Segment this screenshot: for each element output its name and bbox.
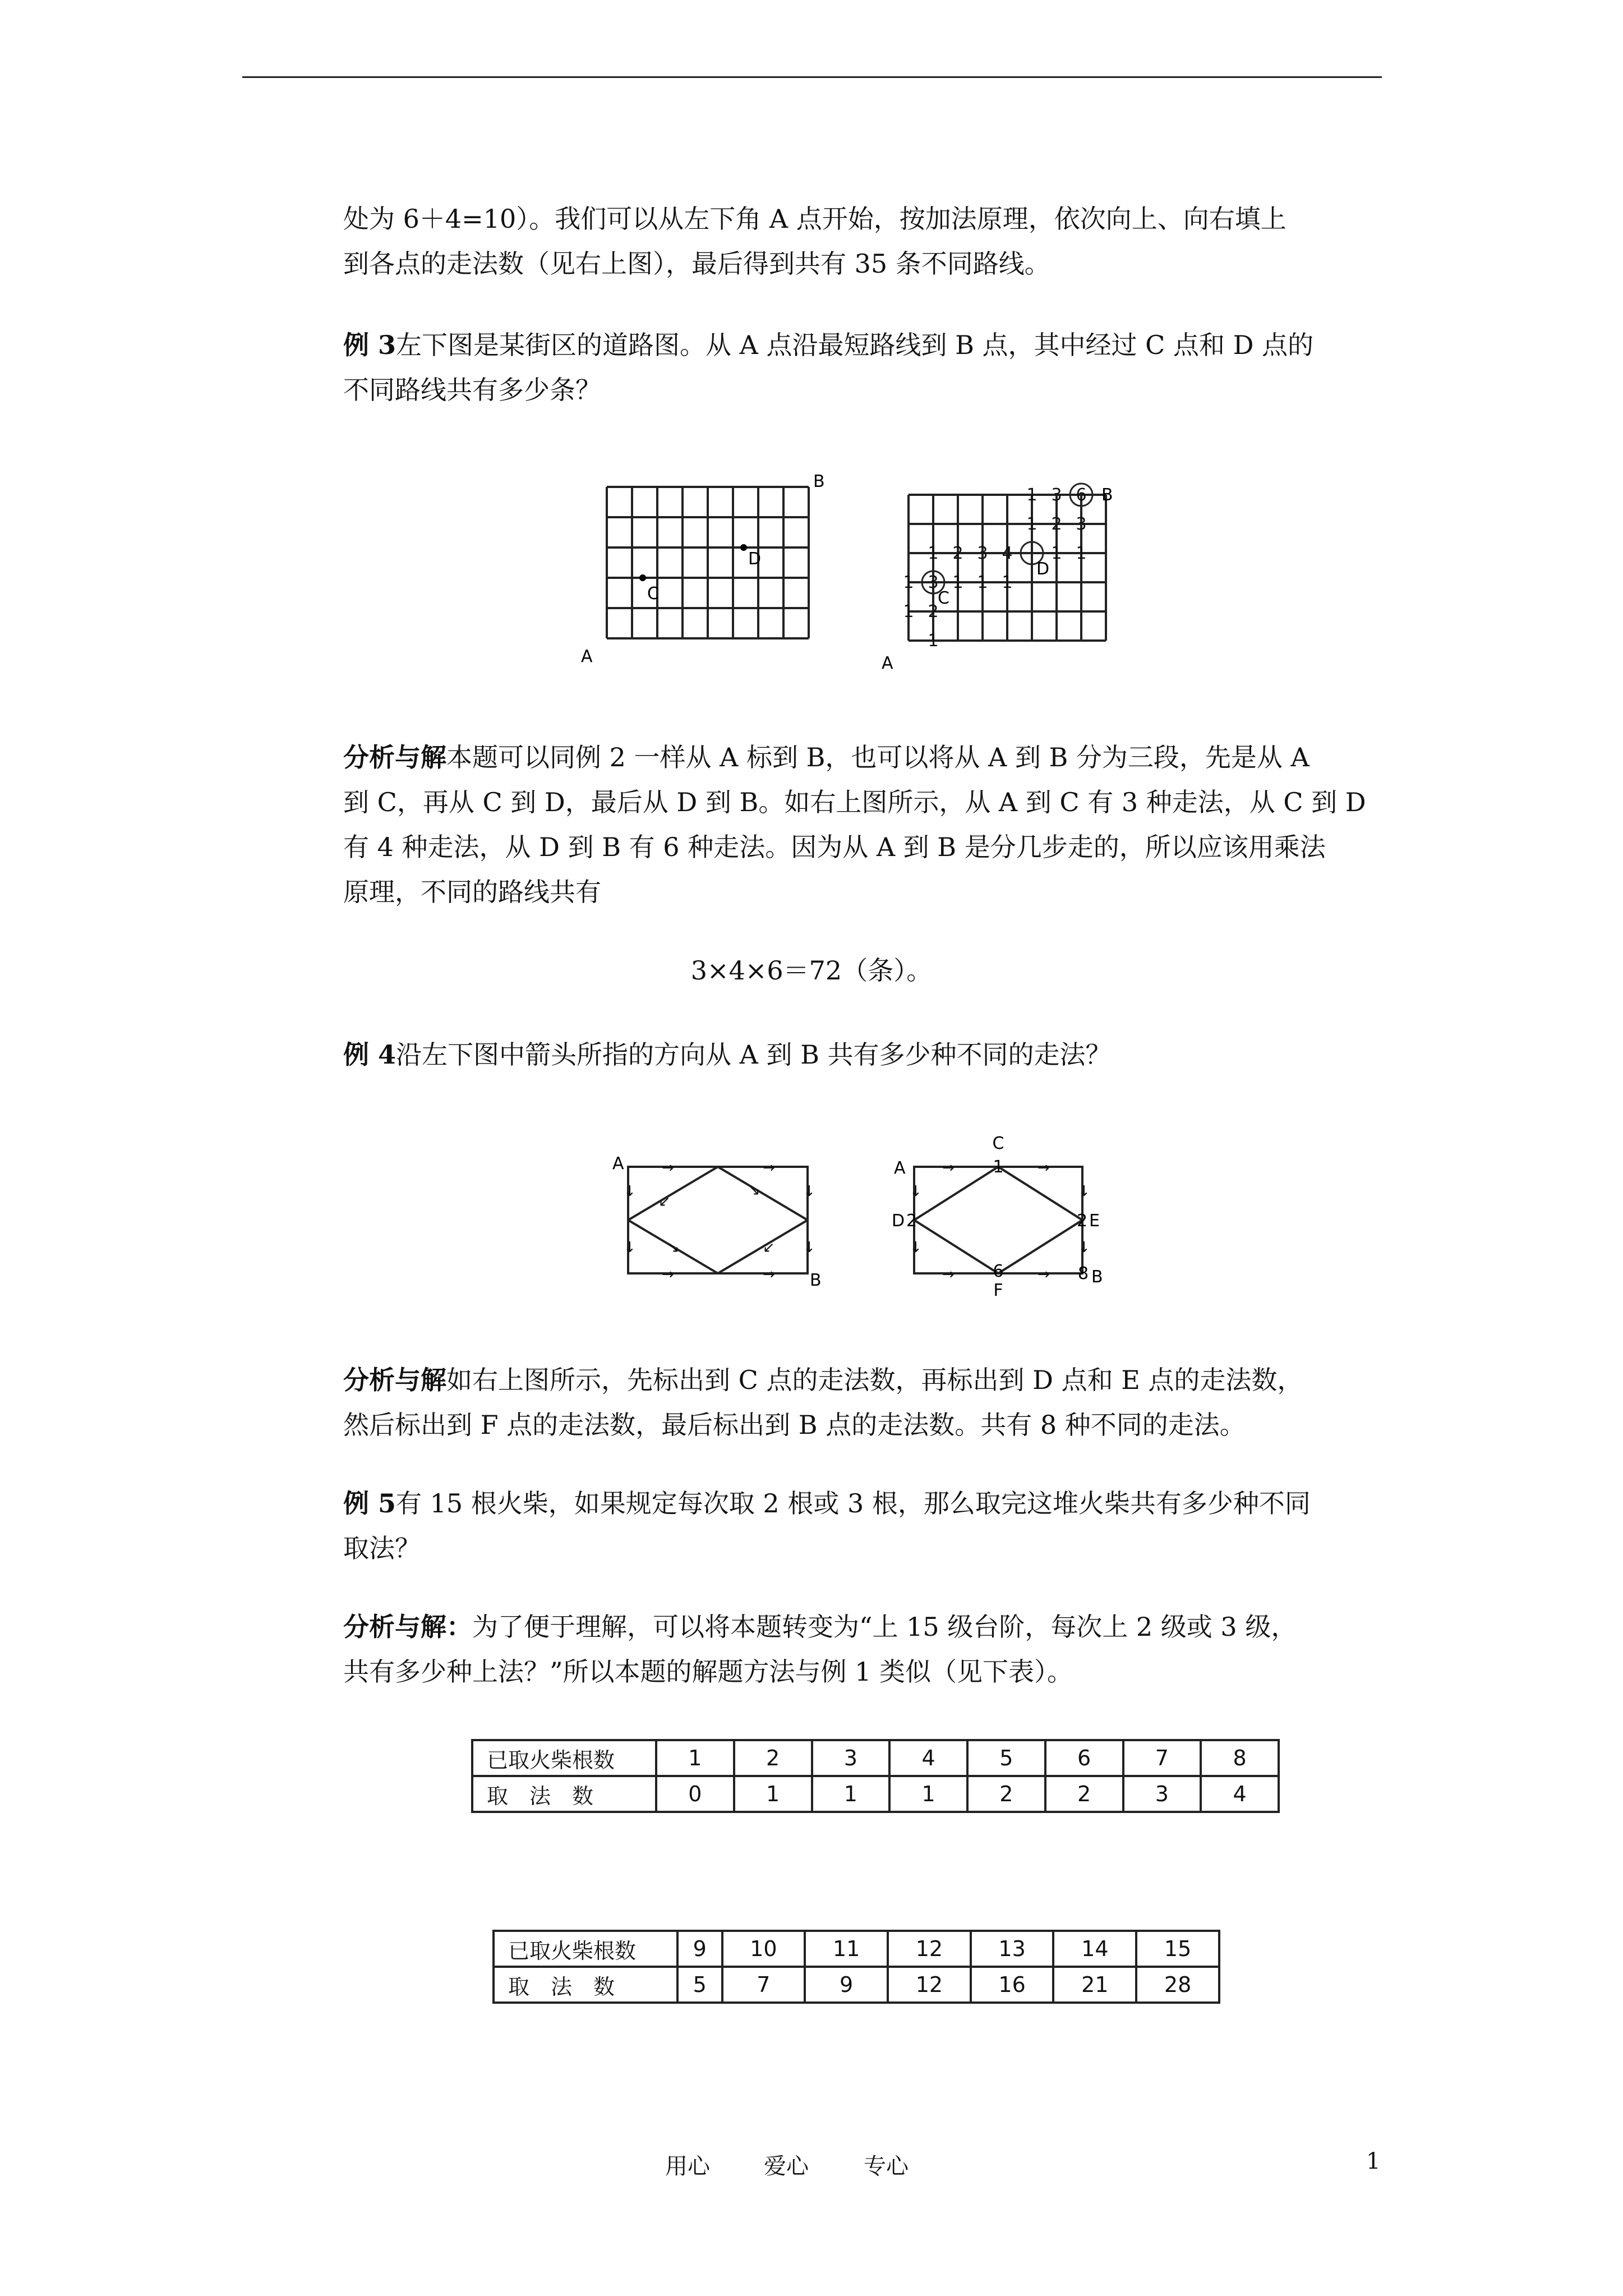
table-cell: 4 bbox=[1201, 1776, 1279, 1812]
count: 1 bbox=[1051, 544, 1062, 563]
count: 3 bbox=[1076, 514, 1087, 534]
svg-text:↓: ↓ bbox=[1078, 1239, 1090, 1256]
analysis-5-text: 为了便于理解，可以将本题转变为“上 15 级台阶，每次上 2 级或 3 级， bbox=[472, 1612, 1297, 1642]
label-a: A bbox=[894, 1158, 906, 1178]
table-cell: 5 bbox=[677, 1967, 722, 2003]
svg-text:→: → bbox=[662, 1266, 674, 1283]
analysis-3-line-4: 原理，不同的路线共有 bbox=[343, 877, 601, 907]
figure-4-right-counts bbox=[886, 1133, 1150, 1307]
label-b: B bbox=[1091, 1267, 1103, 1287]
table-cell: 15 bbox=[1136, 1931, 1219, 1967]
analysis-5-label: 分析与解： bbox=[343, 1612, 472, 1642]
table-cell: 14 bbox=[1053, 1931, 1136, 1967]
table-cell: 5 bbox=[967, 1740, 1045, 1776]
analysis-3-line-2: 到 C，再从 C 到 D，最后从 D 到 B。如右上图所示，从 A 到 C 有 3 种走法，从 C 到 D bbox=[343, 787, 1366, 817]
analysis-5-line-1 bbox=[343, 1604, 1392, 1649]
svg-text:↘: ↘ bbox=[748, 1182, 760, 1199]
table-cell: 2 bbox=[967, 1776, 1045, 1812]
table-cell: 2 bbox=[1045, 1776, 1123, 1812]
page-number: 1 bbox=[1366, 2148, 1381, 2174]
table-cell: 3 bbox=[812, 1740, 890, 1776]
count: 3 bbox=[1051, 485, 1062, 505]
table-cell: 7 bbox=[1123, 1740, 1201, 1776]
svg-text:↓: ↓ bbox=[624, 1183, 636, 1200]
svg-text:→: → bbox=[1038, 1266, 1050, 1283]
table-cell: 6 bbox=[1045, 1740, 1123, 1776]
label-d: D bbox=[1036, 559, 1050, 579]
example-4-line-1 bbox=[343, 1032, 1392, 1077]
row-header: 已取火柴根数 bbox=[494, 1931, 677, 1967]
analysis-4-line-1 bbox=[343, 1358, 1392, 1402]
direction-arrows bbox=[624, 1159, 815, 1283]
table-cell: 8 bbox=[1201, 1740, 1279, 1776]
table-cell: 12 bbox=[888, 1967, 971, 2003]
svg-text:↓: ↓ bbox=[910, 1183, 922, 1200]
count-e: 2 bbox=[1077, 1211, 1088, 1231]
svg-text:→: → bbox=[942, 1159, 955, 1176]
footer-word-1: 用心 bbox=[665, 2154, 710, 2179]
count: 4 bbox=[1002, 544, 1013, 563]
svg-text:→: → bbox=[763, 1266, 775, 1283]
analysis-4-line-2: 然后标出到 F 点的走法数，最后标出到 B 点的走法数。共有 8 种不同的走法。 bbox=[343, 1410, 1246, 1440]
label-b: B bbox=[813, 472, 825, 491]
continuation-line-1: 处为 6＋4=10）。我们可以从左下角 A 点开始，按加法原理，依次向上、向右填上 bbox=[343, 204, 1287, 234]
example-5-label: 例 5 bbox=[343, 1488, 396, 1519]
path-counts bbox=[903, 485, 1086, 651]
header-rule bbox=[242, 76, 1382, 78]
count: 1 bbox=[1002, 573, 1013, 592]
count: 2 bbox=[928, 602, 939, 622]
table-matches-1-8 bbox=[471, 1739, 1280, 1813]
count: 3 bbox=[977, 544, 988, 563]
label-a: A bbox=[882, 654, 893, 673]
count: 1 bbox=[1026, 485, 1038, 505]
example-5-line-1 bbox=[343, 1481, 1392, 1526]
label-e: E bbox=[1089, 1211, 1100, 1231]
svg-text:↓: ↓ bbox=[624, 1239, 636, 1256]
table-cell: 16 bbox=[971, 1967, 1054, 2003]
table-row bbox=[472, 1776, 1279, 1812]
analysis-3-line-1 bbox=[343, 735, 1392, 780]
example-4-label: 例 4 bbox=[343, 1039, 396, 1070]
svg-text:↓: ↓ bbox=[803, 1183, 815, 1200]
table-row bbox=[494, 1931, 1219, 1967]
table-cell: 13 bbox=[971, 1931, 1054, 1967]
point-c-dot bbox=[639, 574, 646, 581]
svg-text:↓: ↓ bbox=[1078, 1183, 1090, 1200]
continuation-line-2: 到各点的走法数（见右上图），最后得到共有 35 条不同路线。 bbox=[343, 249, 1050, 279]
example-5-line-2: 取法？ bbox=[343, 1533, 421, 1563]
count: 2 bbox=[952, 544, 963, 563]
table-cell: 28 bbox=[1136, 1967, 1219, 2003]
label-a: A bbox=[612, 1154, 624, 1174]
label-a: A bbox=[581, 647, 593, 666]
svg-text:→: → bbox=[662, 1159, 674, 1176]
example-3-label: 例 3 bbox=[343, 330, 396, 360]
table-row bbox=[494, 1967, 1219, 2003]
formula: 3×4×6＝72（条）。 bbox=[690, 955, 933, 986]
point-d-dot bbox=[740, 544, 747, 551]
label-c: C bbox=[992, 1134, 1004, 1153]
table-cell: 2 bbox=[734, 1740, 812, 1776]
table-cell: 1 bbox=[734, 1776, 812, 1812]
analysis-label: 分析与解 bbox=[343, 1365, 446, 1395]
count: 6 bbox=[1076, 485, 1087, 505]
footer-word-3: 专心 bbox=[864, 2154, 909, 2179]
svg-text:→: → bbox=[942, 1266, 955, 1283]
figure-4-left-arrows bbox=[606, 1156, 841, 1290]
count: 1 bbox=[952, 573, 963, 592]
label-f: F bbox=[993, 1281, 1003, 1300]
count: 1 bbox=[1026, 514, 1038, 534]
label-d: D bbox=[892, 1211, 905, 1231]
figure-3-left-grid bbox=[561, 471, 875, 673]
table-cell: 11 bbox=[805, 1931, 888, 1967]
example-3-text: 左下图是某街区的道路图。从 A 点沿最短路线到 B 点，其中经过 C 点和 D 点的 bbox=[396, 330, 1314, 360]
row-header: 取 法 数 bbox=[472, 1776, 656, 1812]
footer-word-2: 爱心 bbox=[764, 2154, 809, 2179]
count: 1 bbox=[1076, 544, 1087, 563]
svg-text:↓: ↓ bbox=[910, 1239, 922, 1256]
count: 1 bbox=[928, 544, 939, 563]
table-cell: 9 bbox=[677, 1931, 722, 1967]
table-matches-9-15 bbox=[492, 1930, 1220, 2004]
svg-text:→: → bbox=[763, 1159, 775, 1176]
example-3-line-2: 不同路线共有多少条？ bbox=[343, 375, 601, 405]
table-cell: 3 bbox=[1123, 1776, 1201, 1812]
table-cell: 10 bbox=[722, 1931, 805, 1967]
count: 2 bbox=[1051, 514, 1062, 534]
analysis-label: 分析与解 bbox=[343, 742, 446, 772]
table-cell: 21 bbox=[1053, 1967, 1136, 2003]
count-b: 8 bbox=[1078, 1264, 1089, 1283]
table-cell: 1 bbox=[812, 1776, 890, 1812]
count-f: 6 bbox=[993, 1262, 1004, 1281]
table-cell: 4 bbox=[889, 1740, 967, 1776]
svg-text:↙: ↙ bbox=[658, 1193, 671, 1210]
analysis-5-line-2: 共有多少种上法？”所以本题的解题方法与例 1 类似（见下表）。 bbox=[343, 1657, 1073, 1687]
count: 3 bbox=[928, 573, 939, 592]
table-cell: 12 bbox=[888, 1931, 971, 1967]
analysis-3-text: 本题可以同例 2 一样从 A 标到 B，也可以将从 A 到 B 分为三段，先是从 A bbox=[446, 742, 1310, 772]
row-header: 已取火柴根数 bbox=[472, 1740, 656, 1776]
count: 1 bbox=[928, 631, 939, 651]
table-cell: 1 bbox=[889, 1776, 967, 1812]
example-3-line-1 bbox=[343, 323, 1392, 367]
count-d: 2 bbox=[906, 1211, 917, 1231]
table-row bbox=[472, 1740, 1279, 1776]
label-b: B bbox=[1101, 485, 1113, 505]
example-4-text: 沿左下图中箭头所指的方向从 A 到 B 共有多少种不同的走法？ bbox=[396, 1039, 1112, 1070]
svg-text:→: → bbox=[1038, 1159, 1050, 1176]
label-c: C bbox=[647, 584, 659, 604]
label-c: C bbox=[938, 588, 949, 608]
count: 1 bbox=[977, 573, 988, 592]
svg-text:↙: ↙ bbox=[763, 1239, 775, 1256]
row-header: 取 法 数 bbox=[494, 1967, 677, 2003]
label-d: D bbox=[748, 549, 762, 569]
table-cell: 9 bbox=[805, 1967, 888, 2003]
example-5-text: 有 15 根火柴，如果规定每次取 2 根或 3 根，那么取完这堆火柴共有多少种不同 bbox=[396, 1488, 1311, 1519]
table-cell: 0 bbox=[656, 1776, 734, 1812]
table-cell: 1 bbox=[656, 1740, 734, 1776]
svg-text:↘: ↘ bbox=[667, 1239, 680, 1256]
label-b: B bbox=[810, 1271, 822, 1290]
count: 1 bbox=[903, 573, 914, 592]
svg-text:↓: ↓ bbox=[803, 1239, 815, 1256]
analysis-4-text: 如右上图所示，先标出到 C 点的走法数，再标出到 D 点和 E 点的走法数， bbox=[446, 1365, 1303, 1395]
table-cell: 7 bbox=[722, 1967, 805, 2003]
count: 1 bbox=[903, 602, 914, 622]
analysis-3-line-3: 有 4 种走法，从 D 到 B 有 6 种走法。因为从 A 到 B 是分几步走的，所以应该用乘法 bbox=[343, 832, 1326, 862]
figure-3-right-grid bbox=[875, 471, 1189, 679]
count-c: 1 bbox=[993, 1157, 1004, 1177]
